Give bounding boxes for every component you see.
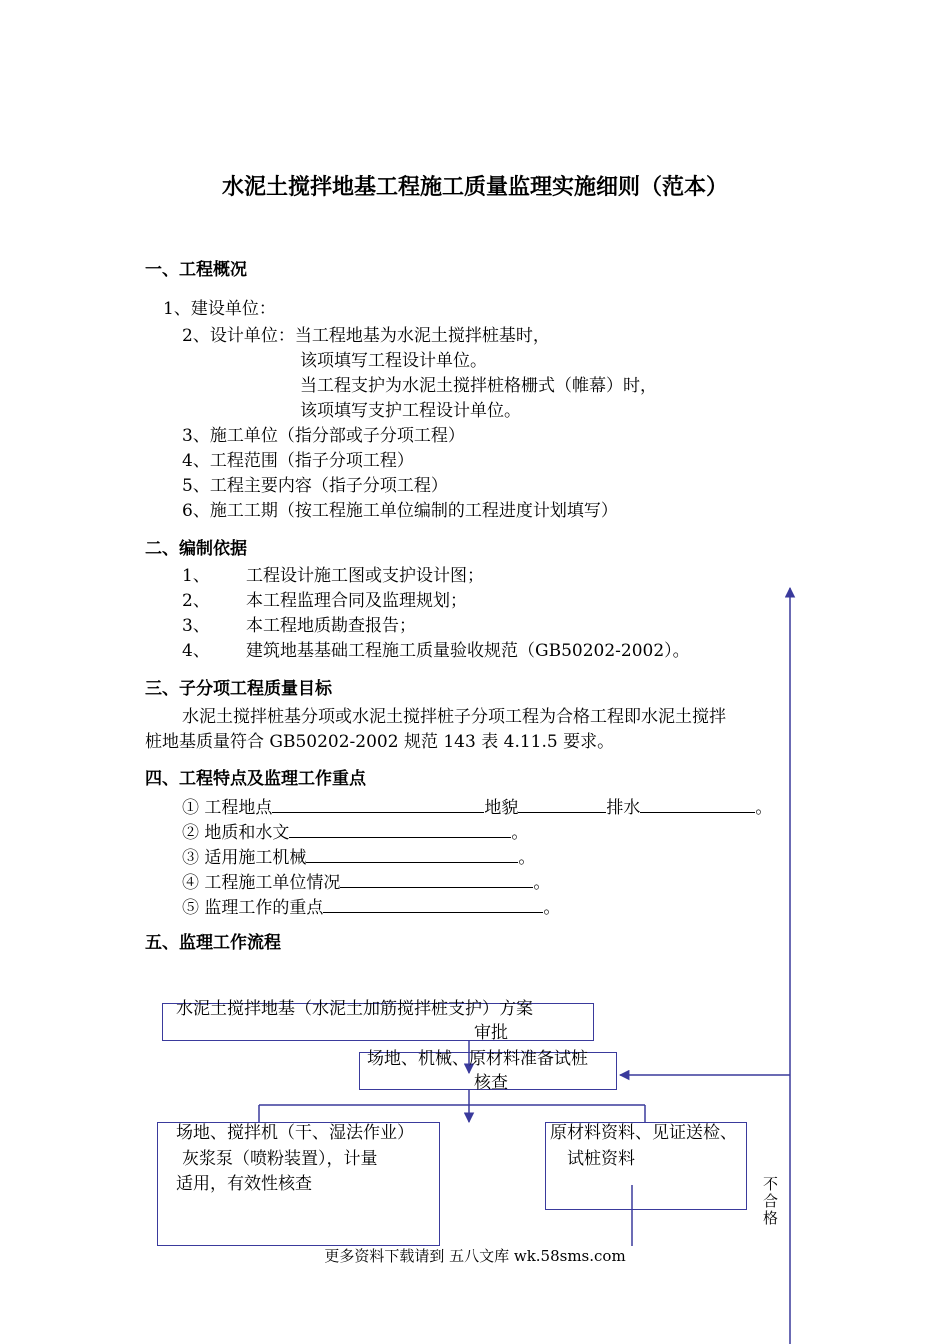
basis-item-number: 3、 [182, 616, 210, 636]
basis-item-number: 1、 [182, 566, 210, 586]
flow-box-equipment-check-text: 场地、搅拌机（干、湿法作业） [176, 1123, 414, 1143]
flow-box-equipment-check-text: 适用，有效性核查 [176, 1174, 312, 1194]
basis-item-number: 2、 [182, 591, 210, 611]
section-heading-features: 四、工程特点及监理工作重点 [145, 769, 366, 789]
flow-box-scheme-approval-text: 水泥土搅拌地基（水泥土加筋搅拌桩支护）方案 [176, 999, 533, 1019]
overview-item: 2、设计单位：当工程地基为水泥土搅拌桩基时， [182, 326, 550, 346]
overview-item: 6、施工工期（按工程施工单位编制的工程进度计划填写） [182, 501, 618, 521]
footer-text: 更多资料下载请到 五八文库 wk.58sms.com [324, 1247, 626, 1265]
flow-box-equipment-check-text: 灰浆泵（喷粉装置），计量 [182, 1149, 378, 1169]
flow-box-preparation-check-text: 核查 [474, 1073, 508, 1093]
section-heading-quality-target: 三、子分项工程质量目标 [145, 679, 332, 699]
quality-target-text: 水泥土搅拌桩基分项或水泥土搅拌桩子分项工程为合格工程即水泥土搅拌 [182, 707, 726, 727]
period: 。 [518, 848, 536, 868]
page-title: 水泥土搅拌地基工程施工质量监理实施细则（范本） [221, 175, 728, 200]
reject-label [763, 1176, 778, 1227]
period: 。 [511, 823, 529, 843]
section-heading-basis: 二、编制依据 [145, 539, 247, 559]
flow-box-materials-records-text: 原材料资料、见证送检、 [550, 1123, 737, 1143]
overview-item: 5、工程主要内容（指子分项工程） [182, 476, 448, 496]
feature-label: ④ 工程施工单位情况 [182, 873, 341, 893]
section-heading-overview: 一、工程概况 [145, 260, 247, 280]
reject-label-char: 不 [763, 1175, 779, 1193]
feature-label: ⑤ 监理工作的重点 [182, 898, 324, 918]
quality-target-text: 桩地基质量符合 GB50202-2002 规范 143 表 4.11.5 要求。 [145, 732, 615, 752]
period: 。 [755, 798, 773, 818]
overview-item: 当工程支护为水泥土搅拌桩格栅式（帷幕）时， [300, 376, 657, 396]
reject-label-char: 合 [763, 1192, 779, 1210]
period: 。 [543, 898, 561, 918]
reject-label-char: 格 [763, 1209, 779, 1227]
basis-item-text: 本工程监理合同及监理规划； [246, 591, 467, 611]
basis-item-number: 4、 [182, 641, 210, 661]
overview-item: 4、工程范围（指子分项工程） [182, 451, 414, 471]
feature-label: ② 地质和水文 [182, 823, 290, 843]
basis-item-text: 工程设计施工图或支护设计图； [246, 566, 484, 586]
overview-item: 该项填写工程设计单位。 [300, 351, 487, 371]
feature-label: 地貌 [484, 798, 519, 818]
feature-label: ③ 适用施工机械 [182, 848, 307, 868]
section-heading-workflow: 五、监理工作流程 [145, 933, 281, 953]
flow-box-preparation-check-text: 场地、机械、原材料准备试桩 [367, 1049, 588, 1069]
basis-item-text: 本工程地质勘查报告； [246, 616, 416, 636]
overview-item: 1、建设单位： [163, 299, 276, 319]
feature-label: 排水 [606, 798, 641, 818]
feature-label: ① 工程地点 [182, 798, 273, 818]
overview-item: 该项填写支护工程设计单位。 [300, 401, 521, 421]
overview-item: 3、施工单位（指分部或子分项工程） [182, 426, 465, 446]
flow-box-materials-records-text: 试桩资料 [567, 1149, 635, 1169]
period: 。 [533, 873, 551, 893]
flow-box-scheme-approval-text: 审批 [474, 1023, 508, 1043]
basis-item-text: 建筑地基基础工程施工质量验收规范（GB50202-2002）。 [246, 641, 690, 661]
